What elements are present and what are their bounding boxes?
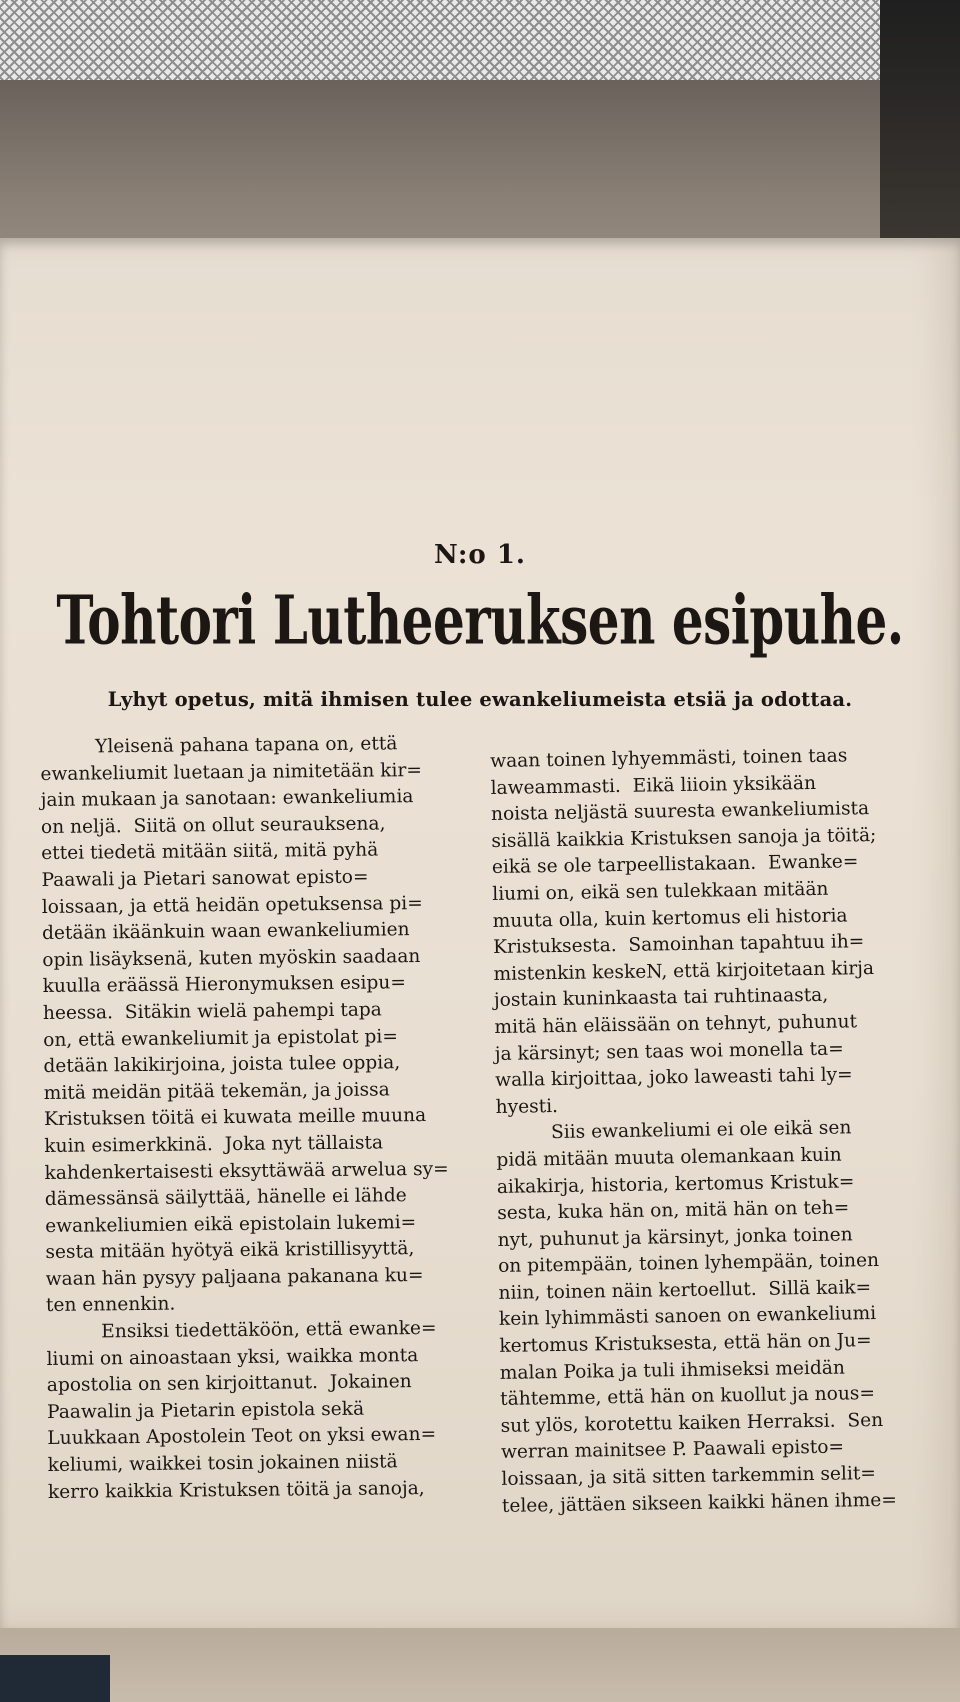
text-line: waan toinen lyhyemmästi, toinen taas bbox=[490, 745, 848, 772]
text-line: malan Poika ja tuli ihmiseksi meidän bbox=[499, 1357, 846, 1384]
text-line: waan hän pysyy paljaana pakanana ku= bbox=[45, 1264, 424, 1290]
text-line: niin, toinen näin kertoellut. Sillä kaik= bbox=[498, 1276, 872, 1304]
background-surface bbox=[0, 1628, 960, 1702]
text-line: opin lisäyksenä, kuten myöskin saadaan bbox=[42, 945, 421, 971]
text-line: ettei tiedetä mitään siitä, mitä pyhä bbox=[41, 839, 379, 865]
text-line: dämessänsä säilyttää, hänelle ei lähde bbox=[44, 1185, 407, 1211]
text-line: keliumi, waikkei tosin jokainen niistä bbox=[47, 1451, 398, 1476]
text-line: apostolia on sen kirjoittanut. Jokainen bbox=[46, 1371, 412, 1397]
text-line: liumi on, eikä sen tulekkaan mitään bbox=[492, 878, 829, 905]
text-line: ewankeliumit luetaan ja nimitetään kir= bbox=[40, 759, 422, 785]
text-line: noista neljästä suuresta ewankeliumista bbox=[490, 798, 870, 826]
text-line: Ensiksi tiedettäköön, että ewanke= bbox=[101, 1317, 437, 1343]
page-subtitle: Lyhyt opetus, mitä ihmisen tulee ewankeliumeista etsiä ja odottaa. bbox=[107, 688, 853, 711]
text-line: ten ennenkin. bbox=[45, 1294, 176, 1317]
text-line: mitä hän eläissään on tehnyt, puhunut bbox=[494, 1011, 858, 1038]
text-line: tähtemme, että hän on kuollut ja nous= bbox=[500, 1383, 876, 1411]
text-line: pidä mitään muuta olemankaan kuin bbox=[496, 1144, 842, 1171]
text-line: werran mainitsee P. Paawali episto= bbox=[500, 1436, 845, 1464]
text-line: jostain kuninkaasta tai ruhtinaasta, bbox=[493, 985, 829, 1012]
text-line: liumi on ainoastaan yksi, waikka monta bbox=[46, 1344, 419, 1370]
text-line: aikakirja, historia, kertomus Kristuk= bbox=[496, 1170, 855, 1198]
text-line: sesta mitään hyötyä eikä kristillisyyttä, bbox=[45, 1238, 415, 1264]
text-line: on pitempään, toinen lyhempään, toinen bbox=[497, 1250, 880, 1278]
text-line: detään lakikirjoina, joista tulee oppia, bbox=[43, 1052, 401, 1078]
text-line: hyesti. bbox=[495, 1095, 559, 1118]
text-line: kein lyhimmästi sanoen on ewankeliumi bbox=[498, 1303, 877, 1331]
text-column-left bbox=[40, 730, 478, 1506]
text-line: Paawalin ja Pietarin epistola sekä bbox=[46, 1398, 365, 1423]
text-line: laweammasti. Eikä liioin yksikään bbox=[490, 772, 817, 799]
text-line: walla kirjoittaa, joko laweasti tahi ly= bbox=[495, 1064, 853, 1092]
text-line: Kristuksen töitä ei kuwata meille muuna bbox=[43, 1105, 427, 1131]
page-title: Tohtori Lutheeruksen esipuhe. bbox=[56, 580, 904, 660]
text-line: kahdenkertaisesti eksyttäwää arwelua sy= bbox=[44, 1158, 449, 1184]
text-column-right bbox=[490, 742, 922, 1520]
text-line: heessa. Sitäkin wielä pahempi tapa bbox=[42, 999, 382, 1024]
background-shadow bbox=[880, 0, 960, 240]
text-line: sisällä kaikkia Kristuksen sanoja ja töitä; bbox=[491, 824, 877, 852]
text-line: loissaan, ja että heidän opetuksensa pi= bbox=[41, 892, 423, 918]
text-line: nyt, puhunut ja kärsinyt, jonka toinen bbox=[497, 1224, 853, 1251]
text-line: muuta olla, kuin kertomus eli historia bbox=[492, 904, 848, 932]
text-line: sut ylös, korotettu kaiken Herraksi. Sen bbox=[500, 1409, 884, 1437]
text-line: Siis ewankeliumi ei ole eikä sen bbox=[550, 1117, 852, 1144]
text-line: kuin esimerkkinä. Joka nyt tällaista bbox=[44, 1132, 384, 1157]
text-line: on neljä. Siitä on ollut seurauksena, bbox=[40, 813, 386, 838]
text-line: loissaan, ja sitä sitten tarkemmin selit= bbox=[501, 1463, 877, 1490]
text-line: kertomus Kristuksesta, että hän on Ju= bbox=[499, 1330, 872, 1357]
text-line: detään ikäänkuin waan ewankeliumien bbox=[41, 919, 410, 945]
text-line: kuulla eräässä Hieronymuksen esipu= bbox=[42, 972, 406, 998]
background-object bbox=[0, 1655, 110, 1702]
section-number: N:o 1. bbox=[434, 540, 526, 570]
text-line: jain mukaan ja sanotaan: ewankeliumia bbox=[40, 786, 414, 812]
text-line: ja kärsinyt; sen taas woi monella ta= bbox=[494, 1038, 844, 1065]
text-line: Kristuksesta. Samoinhan tapahtuu ih= bbox=[492, 931, 865, 959]
text-line: ewankeliumien eikä epistolain lukemi= bbox=[45, 1211, 417, 1237]
text-line: Luukkaan Apostolein Teot on yksi ewan= bbox=[47, 1424, 437, 1450]
text-line: Yleisenä pahana tapana on, että bbox=[95, 733, 398, 758]
text-line: mitä meidän pitää tekemän, ja joissa bbox=[43, 1079, 390, 1104]
text-line: on, että ewankeliumit ja epistolat pi= bbox=[43, 1025, 398, 1051]
text-line: eikä se ole tarpeellistakaan. Ewanke= bbox=[491, 851, 859, 879]
text-line: Paawali ja Pietari sanowat episto= bbox=[41, 866, 369, 891]
text-line: mistenkin keskeN, että kirjoitetaan kirja bbox=[493, 957, 875, 985]
text-line: sesta, kuka hän on, mitä hän on teh= bbox=[497, 1197, 850, 1225]
text-line: kerro kaikkia Kristuksen töitä ja sanoja, bbox=[47, 1477, 425, 1503]
text-line: telee, jättäen sikseen kaikki hänen ihme= bbox=[501, 1489, 897, 1517]
